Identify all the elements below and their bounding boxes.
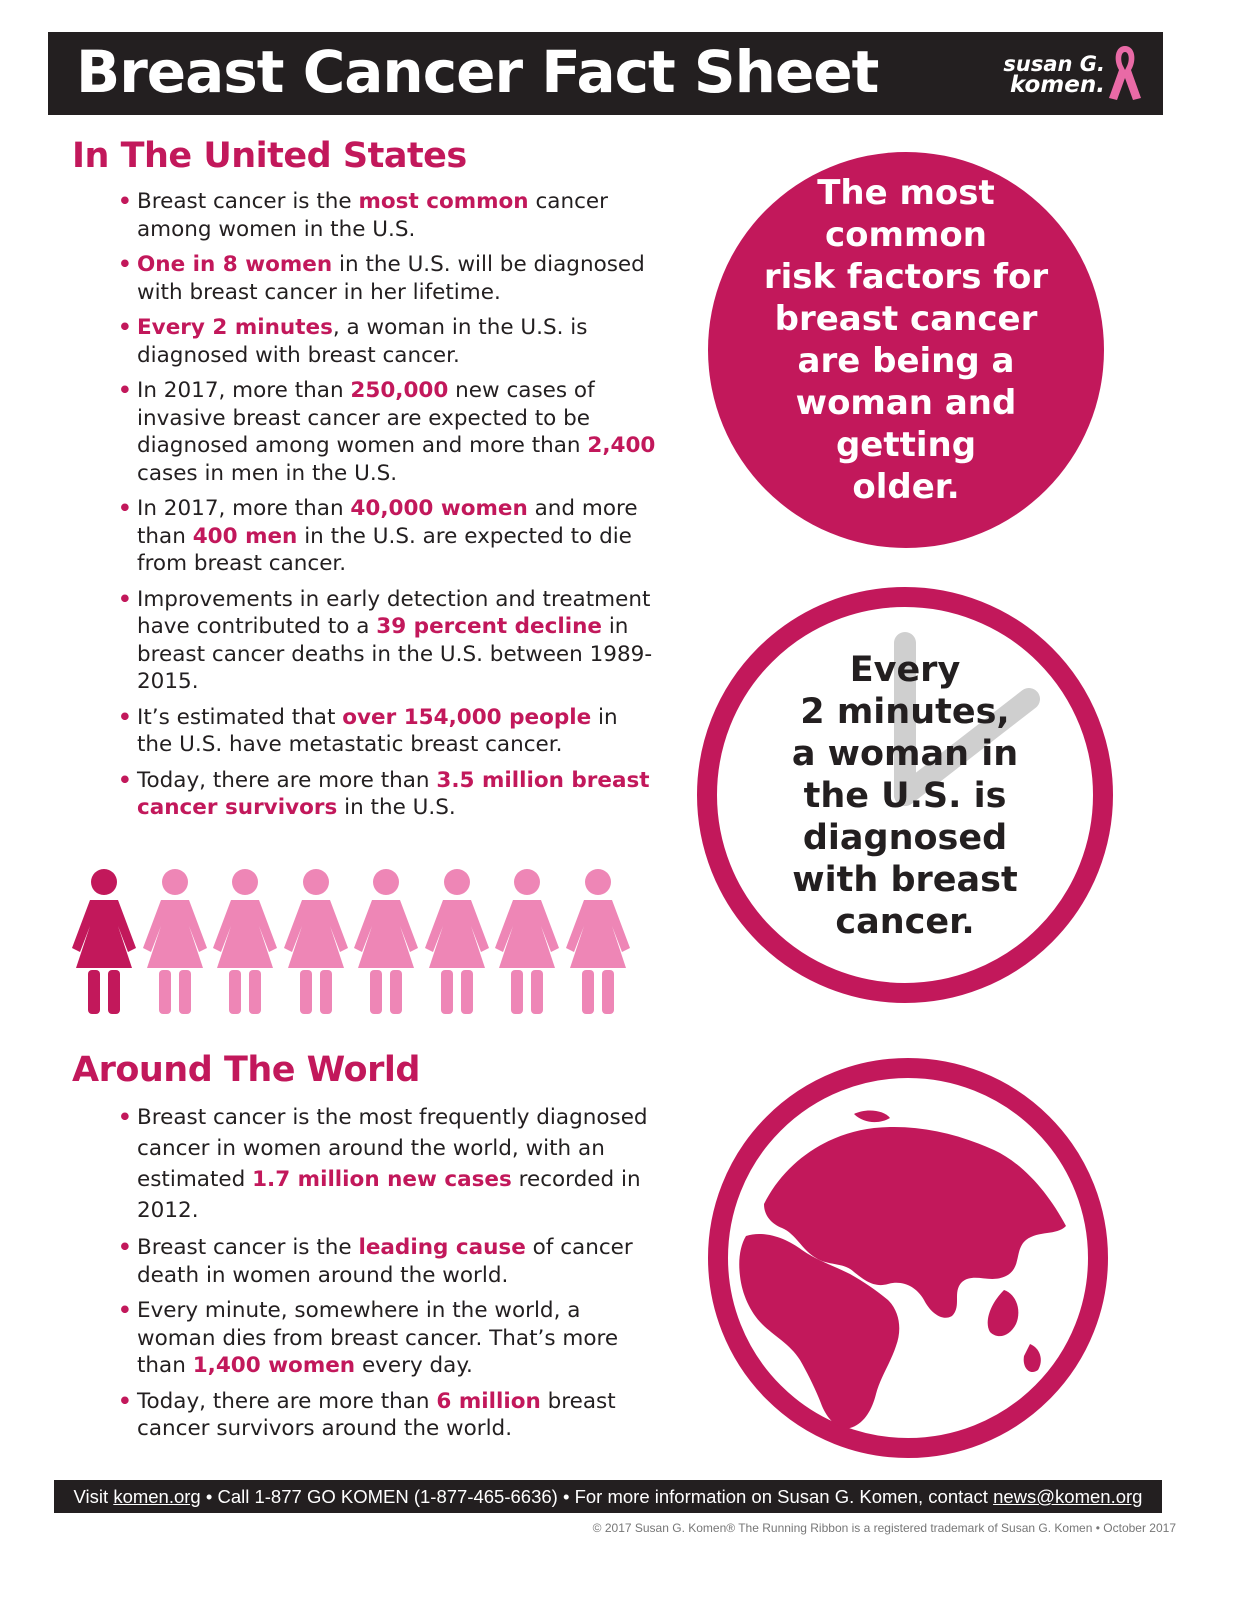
world-fact-item: • Today, there are more than 6 million breast cancer survivors around the world.	[118, 1388, 616, 1441]
woman-icon	[211, 868, 279, 1016]
us-fact-item: • Improvements in early detection and treatment have contributed to a 39 percent decline in breast cancer deaths in the U.S. between 1989-2015.	[118, 586, 653, 694]
pink-ribbon-icon	[1101, 42, 1149, 108]
header-bar	[48, 32, 1163, 115]
logo-line-2: komen.	[1010, 72, 1105, 98]
woman-icon	[564, 868, 632, 1016]
us-fact-item: • It’s estimated that over 154,000 people in the U.S. have metastatic breast cancer.	[118, 704, 618, 757]
world-facts-list	[118, 1102, 658, 1451]
world-section-heading: Around The World	[72, 1050, 420, 1090]
us-facts-list	[118, 188, 658, 830]
woman-icon	[282, 868, 350, 1016]
us-section-heading: In The United States	[72, 136, 467, 176]
woman-icon	[423, 868, 491, 1016]
footer-contact-text: • Call 1-877 GO KOMEN (1-877-465-6636) • For more information on Susan G. Komen, contact	[200, 1486, 994, 1507]
risk-factors-callout	[708, 152, 1104, 548]
globe-icon	[704, 1054, 1112, 1462]
komen-website-link[interactable]: komen.org	[113, 1486, 201, 1507]
copyright-notice: © 2017 Susan G. Komen® The Running Ribbon is a registered trademark of Susan G. Komen • October 2017	[592, 1521, 1176, 1535]
world-fact-item: • Breast cancer is the leading cause of cancer death in women around the world.	[118, 1235, 633, 1288]
footer-visit-label: Visit	[73, 1486, 114, 1507]
logo-text	[975, 54, 1105, 96]
us-fact-item: • Breast cancer is the most common cancer among women in the U.S.	[118, 189, 608, 242]
woman-icon-highlighted	[70, 868, 138, 1016]
woman-icon	[493, 868, 561, 1016]
footer-bar	[54, 1480, 1162, 1513]
page-title: Breast Cancer Fact Sheet	[76, 38, 879, 106]
every-2-minutes-callout	[697, 587, 1113, 1003]
us-fact-item: • In 2017, more than 250,000 new cases of invasive breast cancer are expected to be diagnosed among women and more than 2,400 cases in men in the U.S.	[118, 378, 656, 486]
woman-icon	[141, 868, 209, 1016]
one-in-eight-women-graphic	[70, 868, 630, 1016]
us-fact-item: • One in 8 women in the U.S. will be diagnosed with breast cancer in her lifetime.	[118, 252, 645, 305]
us-fact-item: • Every 2 minutes, a woman in the U.S. is diagnosed with breast cancer.	[118, 315, 588, 368]
world-fact-item: • Every minute, somewhere in the world, a woman dies from breast cancer. That’s more than 1,400 women every day.	[118, 1298, 619, 1378]
news-email-link[interactable]: news@komen.org	[993, 1486, 1143, 1507]
every-2-minutes-text: Every 2 minutes, a woman in the U.S. is diagnosed with breast cancer.	[791, 650, 1019, 942]
logo-line-1: susan G.	[1003, 52, 1105, 76]
us-fact-item: • Today, there are more than 3.5 million breast cancer survivors in the U.S.	[118, 767, 650, 820]
risk-factors-text: The most common risk factors for breast cancer are being a woman and getting older.	[763, 173, 1049, 507]
us-fact-item: • In 2017, more than 40,000 women and more than 400 men in the U.S. are expected to die from breast cancer.	[118, 496, 638, 576]
komen-logo	[969, 42, 1149, 106]
world-fact-item: • Breast cancer is the most frequently diagnosed cancer in women around the world, with an estimated 1.7 million new cases recorded in 2012.	[118, 1105, 648, 1223]
woman-icon	[352, 868, 420, 1016]
